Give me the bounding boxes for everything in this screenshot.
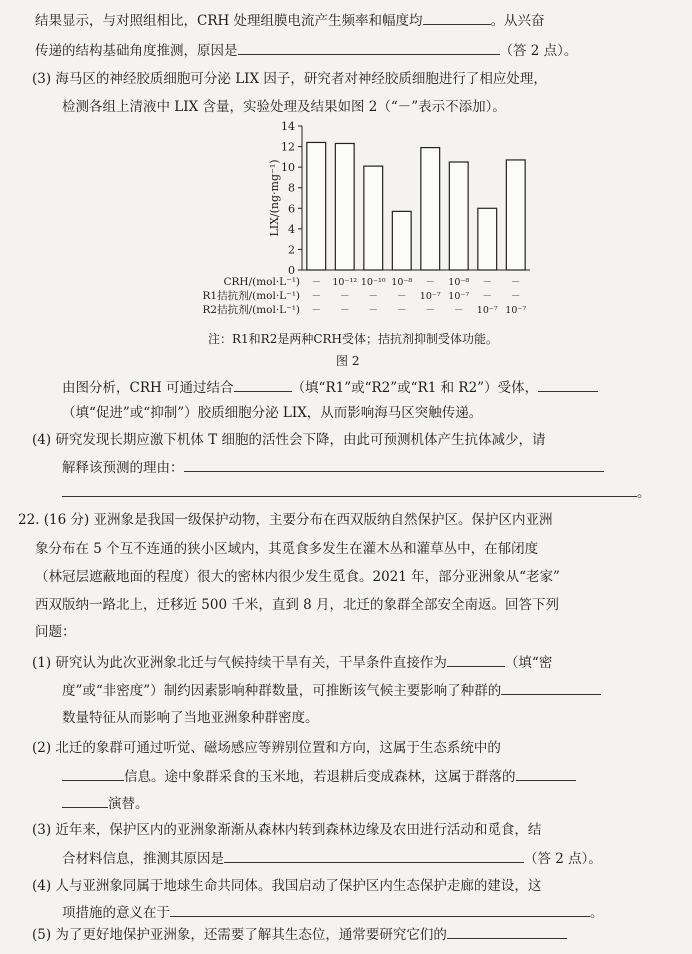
q22-part4-line-2: 项措施的意义在于 。 bbox=[62, 905, 604, 921]
figure-note: 注：R1和R2是两种CRH受体；拮抗剂抑制受体功能。 bbox=[208, 332, 499, 346]
treatment-cell: － bbox=[368, 305, 379, 316]
answer-blank[interactable] bbox=[501, 682, 601, 695]
figure-caption: 图 2 bbox=[336, 354, 360, 368]
answer-blank[interactable] bbox=[447, 654, 505, 667]
q22-part1-line-1: (1) 研究认为此次亚洲象北迁与气候持续干旱有关，干旱条件直接作为 （填“密 bbox=[32, 655, 553, 671]
q21-line-1: 结果显示，与对照组相比，CRH 处理组膜电流产生频率和幅度均 。从兴奋 bbox=[35, 13, 545, 29]
treatment-cell: － bbox=[482, 277, 493, 288]
answer-blank[interactable] bbox=[516, 768, 576, 781]
q21-part3-line-2: 检测各组上清液中 LIX 含量，实验处理及结果如图 2（“－”表示不添加）。 bbox=[62, 99, 506, 115]
y-tick-label: 10 bbox=[281, 161, 295, 175]
answer-blank[interactable] bbox=[447, 926, 567, 939]
treatment-cell: － bbox=[396, 305, 407, 316]
treatment-cell: 10⁻⁸ bbox=[391, 277, 413, 288]
y-tick-label: 4 bbox=[288, 222, 295, 236]
q21-part4-line-2: 解释该预测的理由： bbox=[62, 459, 604, 476]
q21-analysis-line-1: 由图分析，CRH 可通过结合 （填“R1”或“R2”或“R1 和 R2”）受体， bbox=[62, 379, 598, 396]
bar bbox=[421, 148, 440, 270]
bar bbox=[478, 208, 497, 270]
treatment-cell: － bbox=[510, 291, 521, 302]
treatment-cell: 10⁻⁷ bbox=[419, 291, 441, 302]
q21-analysis-line-2: （填“促进”或“抑制”）胶质细胞分泌 LIX，从而影响海马区突触传递。 bbox=[62, 405, 483, 421]
q22-stem-line-3: （林冠层遮蔽地面的程度）很大的密林内很少发生觅食。2021 年，部分亚洲象从“老家” bbox=[35, 569, 560, 585]
answer-blank[interactable] bbox=[62, 484, 637, 497]
answer-blank[interactable] bbox=[170, 904, 590, 917]
treatment-cell: － bbox=[396, 291, 407, 302]
bar bbox=[307, 142, 326, 270]
answer-blank[interactable] bbox=[238, 42, 500, 55]
treatment-cell: － bbox=[425, 305, 436, 316]
q22-part4-line-1: (4) 人与亚洲象同属于地球生命共同体。我国启动了保护区内生态保护走廊的建设，这 bbox=[32, 878, 542, 894]
q21-line-2: 传递的结构基础角度推测，原因是 （答 2 点）。 bbox=[35, 43, 578, 59]
q22-stem-line-2: 象分布在 5 个互不连通的狭小区域内，其觅食多发生在灌木丛和灌草丛中，在郁闭度 bbox=[35, 541, 539, 557]
y-tick-label: 2 bbox=[288, 243, 295, 257]
q21-part4-line-1: (4) 研究发现长期应激下机体 T 细胞的活性会下降，由此可预测机体产生抗体减少，请 bbox=[32, 432, 546, 448]
treatment-cell: － bbox=[510, 277, 521, 288]
y-tick-label: 14 bbox=[281, 120, 295, 133]
treatment-cell: － bbox=[311, 305, 322, 316]
q22-part2-line-1: (2) 北迁的象群可通过听觉、磁场感应等辨别位置和方向，这属于生态系统中的 bbox=[32, 740, 501, 756]
treatment-cell: 10⁻⁷ bbox=[476, 305, 498, 316]
treatment-cell: － bbox=[311, 277, 322, 288]
q22-part2-line-3: 演替。 bbox=[62, 795, 149, 812]
bar bbox=[335, 143, 354, 270]
q22-part5-line-1: (5) 为了更好地保护亚洲象，还需要了解其生态位，通常要研究它们的 bbox=[32, 926, 567, 943]
treatment-cell: － bbox=[339, 291, 350, 302]
answer-blank[interactable] bbox=[538, 379, 598, 392]
treatment-cell: － bbox=[339, 305, 350, 316]
bar bbox=[364, 166, 383, 270]
q22-stem-line-5: 问题： bbox=[35, 624, 76, 640]
figure-2-chart bbox=[170, 118, 550, 328]
treatment-cell: － bbox=[425, 277, 436, 288]
y-tick-label: 6 bbox=[288, 202, 295, 216]
q22-part3-line-1: (3) 近年来，保护区内的亚洲象渐渐从森林内转到森林边缘及农田进行活动和觅食，结 bbox=[32, 822, 542, 838]
treatment-cell: 10⁻⁸ bbox=[448, 277, 470, 288]
q22-stem-line-4: 西双版纳一路北上，迁移近 500 千米，直到 8 月，北迁的象群全部安全南返。回答下列 bbox=[35, 597, 560, 613]
treatment-row-label: R1拮抗剂/(mol·L⁻¹) bbox=[202, 290, 300, 302]
treatment-cell: 10⁻¹⁰ bbox=[360, 277, 386, 288]
treatment-cell: － bbox=[368, 291, 379, 302]
bar bbox=[392, 211, 411, 270]
treatment-cell: 10⁻⁷ bbox=[448, 291, 470, 302]
y-tick-label: 8 bbox=[288, 181, 295, 195]
answer-blank[interactable] bbox=[224, 850, 524, 863]
treatment-row-label: R2拮抗剂/(mol·L⁻¹) bbox=[202, 304, 300, 316]
answer-blank[interactable] bbox=[423, 12, 491, 25]
treatment-cell: － bbox=[311, 291, 322, 302]
y-axis-label: LIX/(ng·mg⁻¹) bbox=[268, 159, 281, 237]
treatment-row-label: CRH/(mol·L⁻¹) bbox=[223, 276, 300, 288]
q22-part3-line-2: 合材料信息，推测其原因是 （答 2 点）。 bbox=[62, 851, 602, 867]
q21-part4-line-3: 。 bbox=[62, 484, 651, 501]
bar bbox=[449, 162, 468, 270]
y-tick-label: 12 bbox=[281, 140, 295, 154]
bar bbox=[506, 160, 525, 270]
q22-stem-line-1: 22. (16 分) 亚洲象是我国一级保护动物，主要分布在西双版纳自然保护区。保护区内亚洲 bbox=[18, 512, 553, 528]
treatment-cell: － bbox=[482, 291, 493, 302]
answer-blank[interactable] bbox=[234, 379, 292, 392]
treatment-cell: 10⁻⁷ bbox=[505, 305, 527, 316]
q22-part2-line-2: 信息。途中象群采食的玉米地，若退耕后变成森林，这属于群落的 bbox=[62, 768, 576, 785]
answer-blank[interactable] bbox=[62, 795, 108, 808]
q22-part1-line-3: 数量特征从而影响了当地亚洲象种群密度。 bbox=[62, 710, 319, 726]
q22-part1-line-2: 度”或“非密度”）制约因素影响种群数量，可推断该气候主要影响了种群的 bbox=[62, 682, 601, 699]
treatment-cell: － bbox=[453, 305, 464, 316]
y-tick-label: 0 bbox=[288, 264, 295, 277]
answer-blank[interactable] bbox=[62, 768, 124, 781]
treatment-cell: 10⁻¹² bbox=[332, 277, 358, 288]
answer-blank[interactable] bbox=[184, 459, 604, 472]
q21-part3-line-1: (3) 海马区的神经胶质细胞可分泌 LIX 因子，研究者对神经胶质细胞进行了相应处理， bbox=[32, 71, 547, 87]
